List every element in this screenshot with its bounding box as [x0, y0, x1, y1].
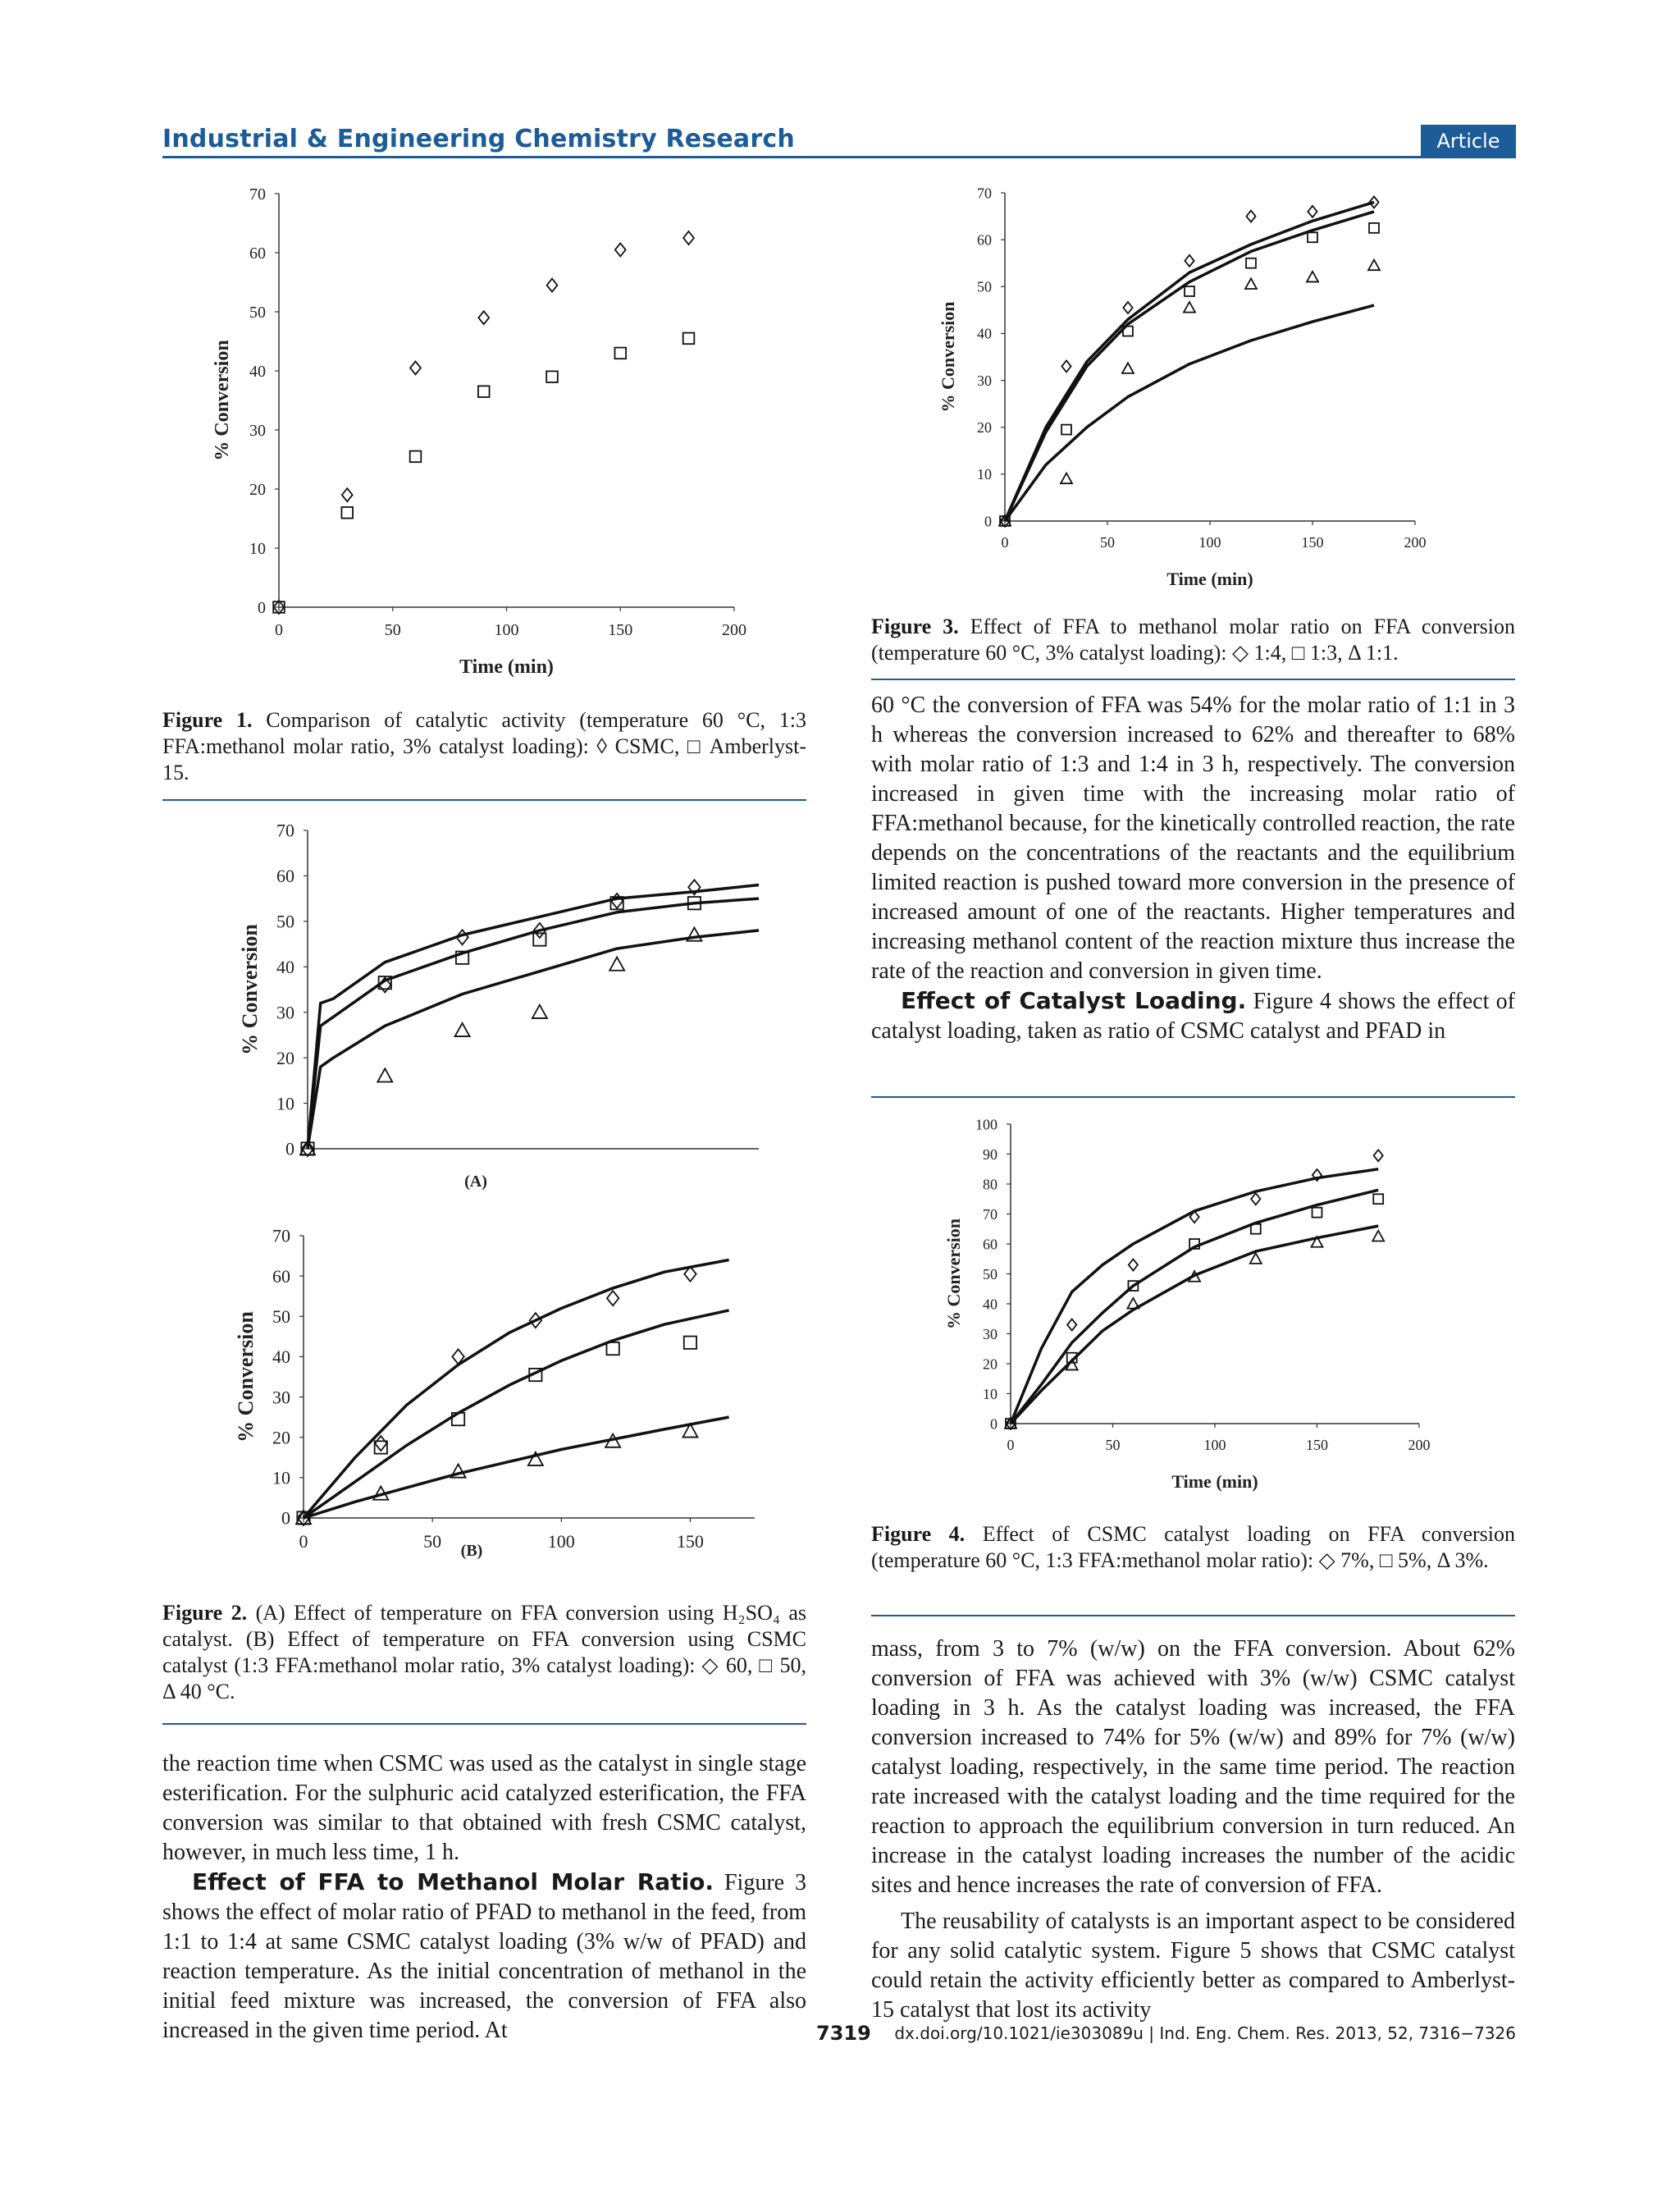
right-paragraph-1: 60 °C the conversion of FFA was 54% for the molar ratio of 1:1 in 3 h whereas the conversion increased to 62% and thereafter to 68% with molar ratio of 1:3 and 1:4 in 3 h, respectively. The conversion increased in given time with the increasing molar ratio of FFA:methanol because, for the kinetically controlled reaction, the rate depends on the concentrations of the reactants and the equilibrium limited reaction is pushed toward more conversion in the presence of increased amount of one of the reactants. Higher temperatures and increasing methanol content of the reaction mixture thus increase the rate of the reaction and conversion in given time. [871, 693, 1515, 984]
x-tick-label: 200 [1404, 534, 1427, 551]
y-tick-label: 70 [983, 1205, 998, 1223]
data-point-triangle [532, 1005, 547, 1018]
y-tick-label: 60 [983, 1236, 998, 1253]
y-tick-label: 70 [272, 1225, 290, 1246]
x-tick-label: 0 [1001, 534, 1009, 551]
y-tick-label: 0 [281, 1507, 290, 1529]
y-tick-label: 60 [276, 866, 294, 887]
fit-line [1005, 212, 1374, 521]
x-tick-label: 100 [1203, 1437, 1226, 1453]
fit-line [304, 1260, 729, 1519]
panel-label: (B) [460, 1542, 483, 1560]
y-tick-label: 10 [249, 540, 266, 558]
y-tick-label: 20 [249, 481, 266, 499]
figure-3-caption [871, 614, 1515, 666]
data-point-triangle [1368, 260, 1380, 271]
data-point-triangle [1372, 1231, 1384, 1241]
x-tick-label: 200 [722, 621, 746, 639]
data-point-diamond [1251, 1193, 1260, 1205]
y-tick-label: 50 [983, 1265, 998, 1282]
fit-line [1005, 202, 1374, 521]
y-tick-label: 70 [249, 185, 266, 203]
y-tick-label: 30 [977, 372, 992, 389]
figure-1-rule [162, 799, 806, 801]
figure-2a-chart [213, 812, 779, 1198]
y-tick-label: 30 [276, 1002, 294, 1023]
data-point-square [684, 1337, 696, 1349]
data-point-triangle [609, 958, 624, 971]
y-tick-label: 10 [977, 466, 992, 483]
data-point-triangle [1122, 363, 1134, 373]
right-paragraph-4: The reusability of catalysts is an important aspect to be considered for any solid catalytic system. Figure 5 shows that CSMC catalyst could retain the activity efficiently better as compared to Amberlyst-15 catalyst that lost its activity [871, 1909, 1515, 2023]
data-point-square [1369, 223, 1379, 233]
figure-4-rule [871, 1615, 1515, 1616]
y-tick-label: 0 [258, 599, 266, 617]
data-point-square [614, 348, 626, 359]
x-tick-label: 200 [1408, 1437, 1431, 1453]
right-column-text-2 [871, 1634, 1515, 2025]
data-point-diamond [410, 361, 421, 374]
y-axis-title: % Conversion [212, 340, 233, 461]
x-tick-label: 150 [1301, 534, 1324, 551]
data-point-diamond [1067, 1319, 1076, 1331]
x-axis-title: Time (min) [459, 656, 554, 678]
y-tick-label: 70 [276, 820, 294, 841]
x-tick-label: 0 [1007, 1437, 1015, 1453]
figure-3-caption-label: Figure 3. [871, 615, 959, 638]
y-axis-title: % Conversion [943, 1218, 964, 1330]
y-tick-label: 40 [272, 1346, 290, 1368]
x-tick-label: 50 [1100, 534, 1115, 551]
data-point-square [1061, 425, 1071, 435]
data-point-triangle [377, 1068, 392, 1081]
data-point-square [533, 933, 546, 945]
fit-line [1011, 1169, 1378, 1424]
x-axis-title: Time (min) [1166, 569, 1253, 589]
data-point-square [1312, 1208, 1322, 1218]
figure-4-chart [935, 1108, 1460, 1510]
y-tick-label: 0 [285, 1138, 294, 1159]
figure-4-caption-label: Figure 4. [871, 1522, 966, 1546]
data-point-diamond [1246, 211, 1255, 222]
figure-1-chart [205, 181, 829, 689]
x-tick-label: 150 [1306, 1437, 1328, 1453]
x-tick-label: 0 [275, 621, 283, 639]
figure-2-caption-label: Figure 2. [162, 1601, 248, 1625]
x-tick-label: 100 [494, 621, 519, 639]
fit-line [1011, 1226, 1378, 1424]
figure-4-caption [871, 1521, 1515, 1574]
figure-3-chart [935, 176, 1460, 603]
y-tick-label: 30 [272, 1387, 290, 1408]
data-point-triangle [1061, 473, 1072, 484]
y-tick-label: 10 [983, 1385, 998, 1402]
figure-1-caption-label: Figure 1. [162, 708, 253, 732]
fit-line [304, 1310, 729, 1518]
data-point-diamond [1123, 302, 1132, 313]
data-point-diamond [1061, 360, 1071, 372]
data-point-triangle [1307, 272, 1318, 282]
figure-1-caption-text: Comparison of catalytic activity (temperature 60 °C, 1:3 FFA:methanol molar ratio, 3% catalyst loading): ◊ CSMC, □ Amberlyst-15. [162, 708, 806, 784]
data-point-square [410, 451, 422, 463]
y-tick-label: 30 [249, 422, 266, 440]
y-tick-label: 10 [272, 1467, 290, 1488]
y-tick-label: 0 [990, 1415, 998, 1433]
y-tick-label: 40 [983, 1296, 998, 1313]
figure-2-caption-text: (A) Effect of temperature on FFA conversion using H₂SO₄ as catalyst. (B) Effect of temperature on FFA conversion using CSMC catalyst (1:3 FFA:methanol molar ratio, 3% catalyst loading): ◇ 60, □ 50, Δ 40 °C. [162, 1601, 807, 1703]
data-point-diamond [375, 1436, 386, 1451]
y-axis-title: % Conversion [238, 924, 262, 1055]
journal-title: Industrial & Engineering Chemistry Research [162, 125, 795, 153]
data-point-diamond [683, 231, 694, 245]
y-tick-label: 50 [977, 278, 992, 295]
y-tick-label: 20 [276, 1047, 294, 1068]
data-point-square [1185, 286, 1194, 296]
y-tick-label: 10 [276, 1093, 294, 1114]
y-tick-label: 60 [977, 231, 992, 249]
y-tick-label: 60 [249, 245, 266, 263]
figure-3-rule [871, 679, 1515, 680]
y-tick-label: 80 [983, 1176, 998, 1193]
x-tick-label: 100 [547, 1531, 575, 1552]
figure-2-caption [162, 1600, 806, 1705]
x-tick-label: 150 [608, 621, 633, 639]
figure-3-caption-text: Effect of FFA to methanol molar ratio on FFA conversion (temperature 60 °C, 3% catalyst loading): ◇ 1:4, □ 1:3, Δ 1:1. [871, 615, 1515, 665]
y-tick-label: 0 [984, 513, 992, 530]
section-head-catalyst-loading: Effect of Catalyst Loading. [901, 987, 1247, 1014]
data-point-diamond [1308, 206, 1317, 217]
data-point-square [478, 386, 490, 397]
data-point-square [683, 333, 695, 345]
y-axis-title: % Conversion [234, 1311, 258, 1442]
x-tick-label: 50 [384, 621, 401, 639]
data-point-triangle [1184, 302, 1195, 313]
figure-2b-chart [213, 1214, 779, 1592]
y-tick-label: 20 [983, 1356, 998, 1373]
data-point-square [1308, 232, 1317, 242]
data-point-diamond [1185, 255, 1194, 267]
right-paragraph-2 [871, 986, 1515, 1046]
y-tick-label: 40 [249, 363, 266, 381]
right-paragraph-3: mass, from 3 to 7% (w/w) on the FFA conversion. About 62% conversion of FFA was achieved with 3% (w/w) CSMC catalyst loading in 3 h. As the catalyst loading was increased, the FFA conversion increased to 74% for 5% (w/w) and 89% for 7% (w/w) catalyst loading, respectively, in the same time period. The reaction rate increased with the catalyst loading and the time required for the reaction to approach the equilibrium conversion in turn reduced. An increase in the catalyst loading increases the number of the acidic sites and hence increases the rate of conversion of FFA. [871, 1636, 1515, 1898]
left-column-text [162, 1749, 806, 2046]
fit-line [1011, 1190, 1378, 1424]
article-tag: Article [1421, 125, 1516, 158]
y-tick-label: 40 [977, 325, 992, 342]
left-paragraph-1: the reaction time when CSMC was used as the catalyst in single stage esterification. For the sulphuric acid catalyzed esterification, the FFA conversion was similar to that obtained with fresh CSMC catalyst, however, in much less time, 1 h. [162, 1751, 806, 1865]
data-point-diamond [547, 279, 558, 292]
y-tick-label: 50 [272, 1305, 290, 1327]
page-number: 7319 [816, 2022, 871, 2045]
panel-label: (A) [464, 1173, 487, 1191]
data-point-diamond [342, 488, 353, 501]
x-tick-label: 50 [1105, 1437, 1121, 1453]
right-column-text-1 [871, 691, 1515, 1046]
data-point-triangle [1250, 1253, 1262, 1264]
left-paragraph-2-text: Figure 3 shows the effect of molar ratio of PFAD to methanol in the feed, from 1:1 to 1:4 at same CSMC catalyst loading (3% w/w of PFAD) and reaction temperature. As the initial concentration of methanol in the initial feed mixture was increased, the conversion of FFA also increased in the given time period. At [162, 1870, 807, 2043]
data-point-square [546, 371, 558, 382]
fit-line [304, 1417, 729, 1518]
y-tick-label: 20 [272, 1427, 290, 1448]
fit-line [308, 930, 759, 1149]
x-tick-label: 100 [1198, 534, 1221, 551]
y-tick-label: 50 [276, 911, 294, 932]
y-axis-title: % Conversion [938, 301, 958, 413]
x-tick-label: 150 [676, 1531, 704, 1552]
figure-4-caption-text: Effect of CSMC catalyst loading on FFA conversion (temperature 60 °C, 1:3 FFA:methanol molar ratio): ◇ 7%, □ 5%, Δ 3%. [871, 1522, 1516, 1572]
figure-1-caption [162, 707, 806, 786]
left-paragraph-2 [162, 1868, 806, 2046]
data-point-triangle [455, 1023, 470, 1036]
right-paragraph-2-text: Figure 4 shows the effect of catalyst loading, taken as ratio of CSMC catalyst and PFAD in [871, 989, 1516, 1044]
data-point-diamond [615, 243, 626, 256]
data-point-diamond [607, 1291, 619, 1305]
data-point-square [341, 507, 353, 519]
data-point-diamond [478, 311, 489, 324]
header-rule [162, 156, 1516, 158]
data-point-square [1246, 258, 1256, 268]
y-tick-label: 40 [276, 956, 294, 977]
y-tick-label: 90 [983, 1145, 998, 1163]
y-tick-label: 70 [977, 185, 992, 202]
data-point-square [606, 1342, 619, 1355]
figure-2-rule [162, 1723, 806, 1725]
footer-doi: dx.doi.org/10.1021/ie303089u | Ind. Eng. Chem. Res. 2013, 52, 7316−7326 [894, 2023, 1516, 2043]
x-tick-label: 50 [423, 1531, 442, 1552]
data-point-triangle [1245, 278, 1257, 289]
y-tick-label: 20 [977, 419, 992, 437]
fit-line [1005, 305, 1374, 521]
x-tick-label: 0 [299, 1531, 308, 1552]
y-tick-label: 50 [249, 304, 266, 322]
section-head-molar-ratio: Effect of FFA to Methanol Molar Ratio. [192, 1868, 714, 1895]
y-tick-label: 30 [983, 1325, 998, 1342]
data-point-diamond [1374, 1150, 1383, 1161]
data-point-diamond [1129, 1260, 1138, 1271]
x-axis-title: Time (min) [1171, 1471, 1258, 1492]
data-point-square [1373, 1194, 1383, 1204]
y-tick-label: 60 [272, 1265, 290, 1287]
figure-4-top-rule [871, 1096, 1515, 1098]
y-tick-label: 100 [975, 1116, 998, 1133]
